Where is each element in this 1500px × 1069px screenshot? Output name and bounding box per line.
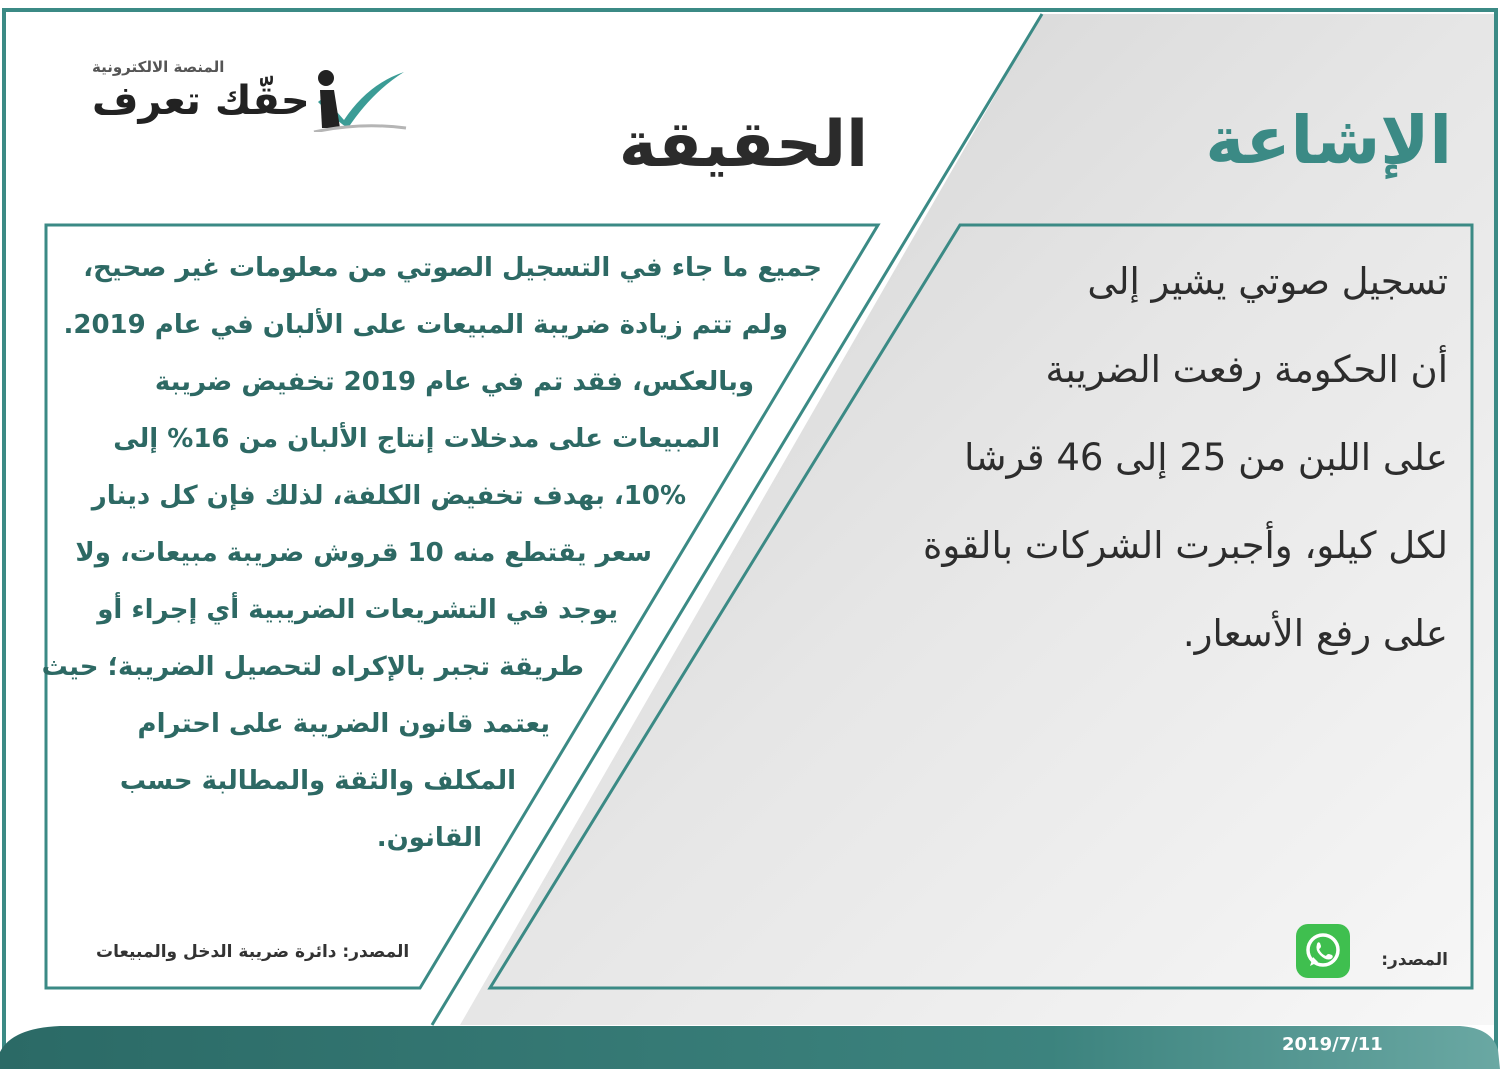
rumor-title: الإشاعة (1205, 102, 1452, 179)
fact-line: طريقة تجبر بالإكراه لتحصيل الضريبة؛ حيث (41, 652, 584, 682)
fact-line: يعتمد قانون الضريبة على احترام (137, 709, 550, 739)
fact-line: وبالعكس، فقد تم في عام 2019 تخفيض ضريبة (154, 367, 754, 397)
rumor-source-label: المصدر: (1381, 950, 1448, 970)
rumor-body (788, 238, 1448, 678)
footer-date: 2019/7/11 (1282, 1034, 1383, 1055)
fact-line: 10%، بهدف تخفيض الكلفة، لذلك فإن كل دينار (91, 481, 686, 511)
footer-bar (0, 1026, 1500, 1069)
fact-line: سعر يقتطع منه 10 قروش ضريبة مبيعات، ولا (75, 538, 652, 568)
rumor-line: على رفع الأسعار. (1182, 612, 1448, 655)
fact-line: جميع ما جاء في التسجيل الصوتي من معلومات غير صحيح، (83, 253, 822, 283)
brand-name: حقّك تعرف (92, 78, 310, 124)
fact-source: المصدر: دائرة ضريبة الدخل والمبيعات (96, 942, 410, 962)
fact-line: ولم تتم زيادة ضريبة المبيعات على الألبان في عام 2019. (63, 310, 788, 340)
fact-line: المكلف والثقة والمطالبة حسب (119, 766, 516, 796)
checkmark-logo-icon (310, 62, 410, 132)
fact-line: يوجد في التشريعات الضريبية أي إجراء أو (97, 595, 618, 625)
fact-line: المبيعات على مدخلات إنتاج الألبان من 16% إلى (113, 424, 720, 454)
rumor-line: على اللبن من 25 إلى 46 قرشا (964, 436, 1448, 479)
fact-line: القانون. (376, 823, 482, 853)
fact-title: الحقيقة (618, 108, 868, 182)
rumor-line: تسجيل صوتي يشير إلى (1087, 260, 1448, 303)
rumor-line: لكل كيلو، وأجبرت الشركات بالقوة (922, 524, 1448, 567)
fact-body (41, 240, 822, 867)
brand-logo (88, 58, 418, 148)
rumor-line: أن الحكومة رفعت الضريبة (1045, 348, 1448, 391)
whatsapp-icon (1296, 924, 1350, 978)
brand-subtitle: المنصة الالكترونية (92, 58, 225, 76)
